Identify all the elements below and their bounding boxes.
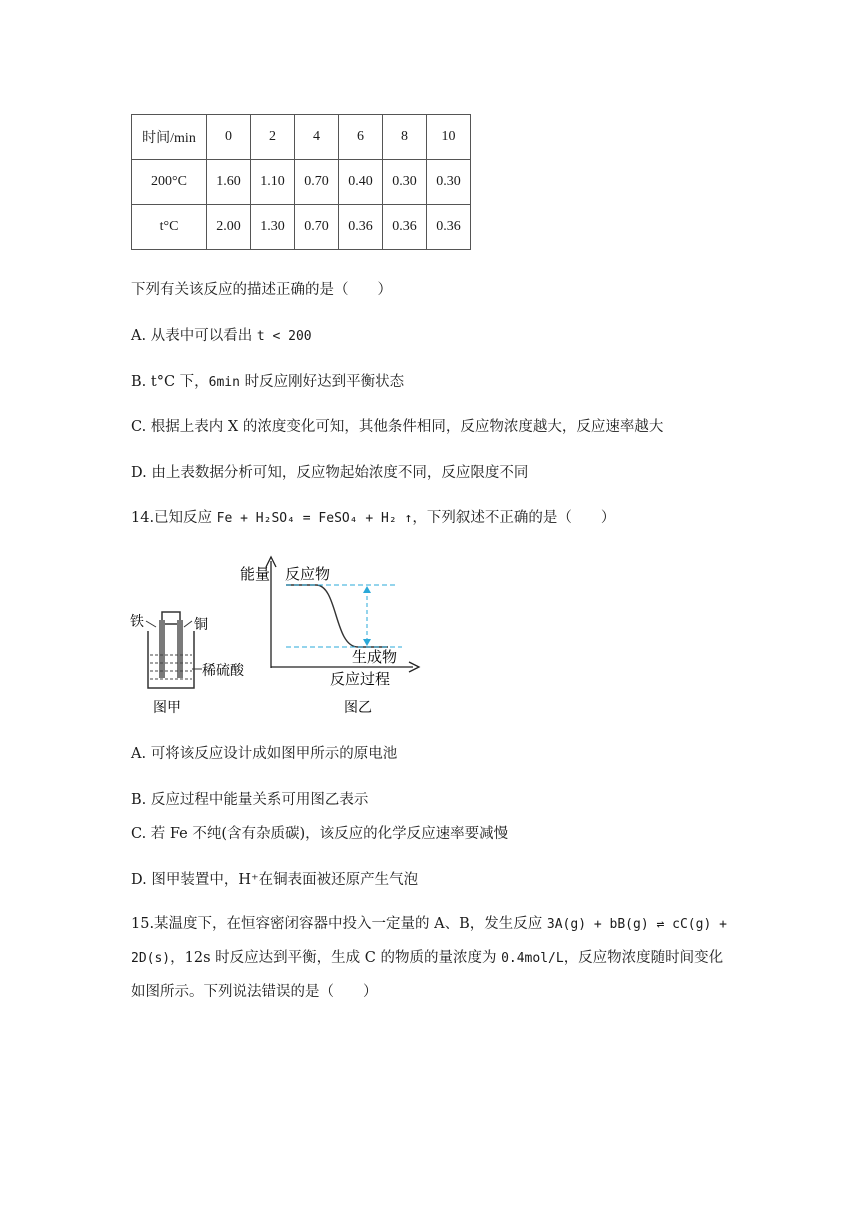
table-cell: t°C <box>132 205 207 250</box>
table-cell: 0.30 <box>383 160 427 205</box>
q13-option-d: D. 由上表数据分析可知，反应物起始浓度不同，反应限度不同 <box>131 465 529 481</box>
q14-figures <box>126 555 426 720</box>
ion-symbol: H⁺ <box>238 872 259 888</box>
table-cell: 时间/min <box>132 115 207 160</box>
q13-option-b <box>131 372 404 393</box>
option-text: 在铜表面被还原产生气泡 <box>258 872 419 888</box>
caption-figure-b: 图乙 <box>344 700 372 716</box>
chemical-equation: Fe + H₂SO₄ = FeSO₄ + H₂ ↑ <box>216 511 413 526</box>
figure-b-energy-diagram <box>240 557 419 716</box>
math-expression: t < 200 <box>256 329 312 344</box>
table-cell: 1.30 <box>251 205 295 250</box>
question-text: ，反应物浓度随时间变化 <box>563 950 724 966</box>
table-cell: 2 <box>251 115 295 160</box>
table-cell: 0.70 <box>295 160 339 205</box>
q15-stem-line-2 <box>131 948 723 969</box>
table-cell: 4 <box>295 115 339 160</box>
iron-electrode <box>159 620 165 678</box>
q13-option-c: C. 根据上表内 X 的浓度变化可知，其他条件相同，反应物浓度越大，反应速率越大 <box>131 419 664 435</box>
label-copper: 铜 <box>194 617 208 633</box>
label-product: 生成物 <box>352 648 398 666</box>
q15-stem-line-3: 如图所示。下列说法错误的是（ ） <box>131 984 378 1000</box>
table-cell: 0.70 <box>295 205 339 250</box>
table-cell: 0.36 <box>427 205 471 250</box>
table-cell: 8 <box>383 115 427 160</box>
q14-option-a: A. 可将该反应设计成如图甲所示的原电池 <box>131 746 398 762</box>
table-cell: 200°C <box>132 160 207 205</box>
table-row <box>132 160 471 205</box>
option-text: D. 图甲装置中， <box>131 872 239 888</box>
chemical-equation: 2D(s) <box>131 951 171 966</box>
label-iron: 铁 <box>130 614 144 630</box>
math-expression: 6min <box>208 375 240 390</box>
table-row <box>132 205 471 250</box>
y-axis-label: 能量 <box>240 565 271 583</box>
table-cell: 6 <box>339 115 383 160</box>
table-cell: 0.36 <box>383 205 427 250</box>
label-reactant: 反应物 <box>285 565 331 583</box>
option-text: B. t°C 下， <box>131 374 209 390</box>
table-header-row <box>132 115 471 160</box>
table-cell: 0.40 <box>339 160 383 205</box>
question-text: ，12s 时反应达到平衡，生成 C 的物质的量浓度为 <box>170 950 497 966</box>
chemical-equation: 3A(g) + bB(g) ⇌ cC(g) + <box>546 917 727 932</box>
figure-a-galvanic-cell <box>130 612 245 716</box>
label-dilute-sulfuric-acid: 稀硫酸 <box>202 663 244 679</box>
table-cell: 1.10 <box>251 160 295 205</box>
question-text: 15.某温度下，在恒容密闭容器中投入一定量的 A、B，发生反应 <box>131 916 543 932</box>
table-cell: 1.60 <box>207 160 251 205</box>
table-cell: 0 <box>207 115 251 160</box>
q14-option-c: C. 若 Fe 不纯(含有杂质碳)，该反应的化学反应速率要减慢 <box>131 826 509 842</box>
q15-stem-line-1 <box>131 914 727 935</box>
q14-option-d <box>131 870 418 890</box>
question-text: 14.已知反应 <box>131 510 213 526</box>
concentration-value: 0.4mol/L <box>501 951 564 966</box>
x-axis-label: 反应过程 <box>330 670 391 688</box>
arrow-up-icon <box>363 586 371 593</box>
table-cell: 10 <box>427 115 471 160</box>
table-cell: 2.00 <box>207 205 251 250</box>
copper-electrode <box>177 620 183 678</box>
q13-stem: 下列有关该反应的描述正确的是（ ） <box>131 282 392 298</box>
concentration-table <box>131 114 471 250</box>
q13-option-a <box>131 326 312 347</box>
option-text: 时反应刚好达到平衡状态 <box>239 374 405 390</box>
table-cell: 0.36 <box>339 205 383 250</box>
q14-stem <box>131 508 615 529</box>
caption-figure-a: 图甲 <box>153 700 181 716</box>
q14-option-b: B. 反应过程中能量关系可用图乙表示 <box>131 792 369 808</box>
energy-curve <box>286 585 388 647</box>
question-text: ，下列叙述不正确的是（ ） <box>412 510 616 526</box>
table-cell: 0.30 <box>427 160 471 205</box>
option-text: A. 从表中可以看出 <box>131 328 253 344</box>
arrow-down-icon <box>363 639 371 646</box>
